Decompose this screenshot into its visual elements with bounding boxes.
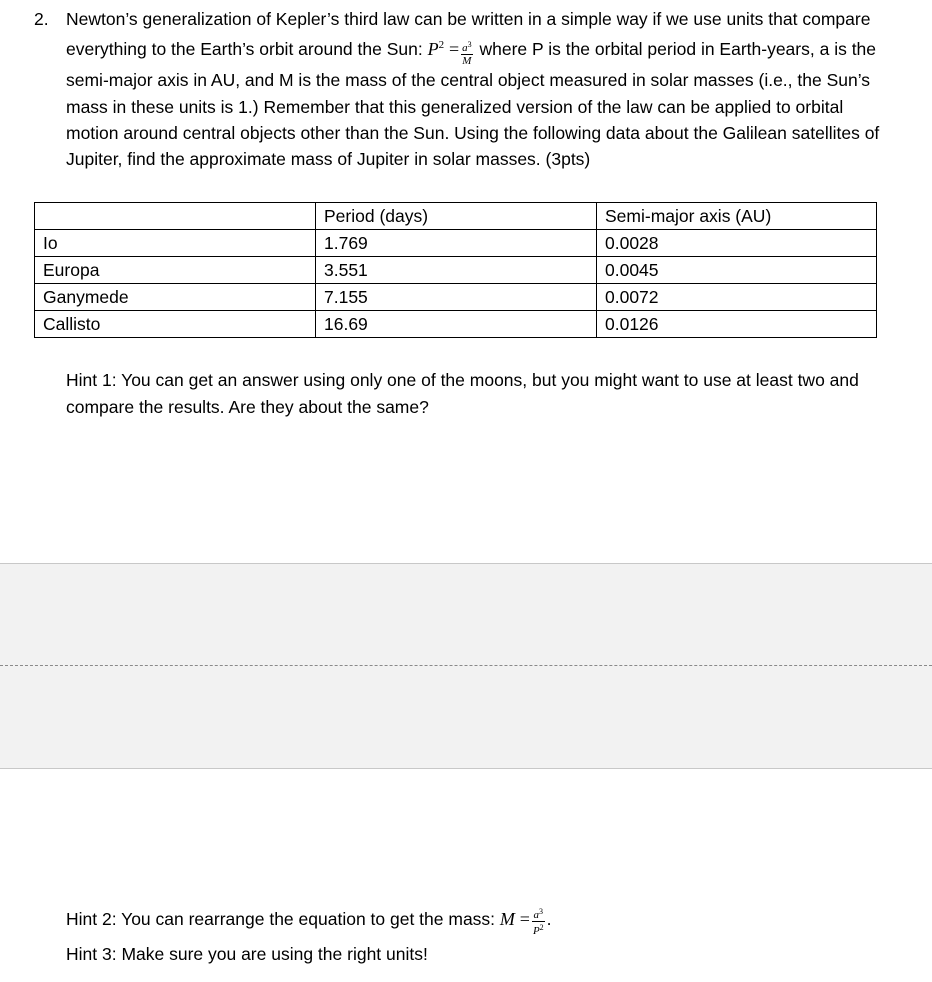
question-block: [34, 6, 894, 172]
kepler-formula-fraction: $\frac{a^3}{M}$: [462, 40, 472, 68]
semi-major-axis-cell: 0.0126: [597, 311, 877, 338]
table-header-cell: Semi-major axis (AU): [597, 203, 877, 230]
hint-2: [66, 906, 552, 937]
moon-name-cell: Europa: [35, 257, 316, 284]
kepler-formula-lhs: $P^2$: [427, 39, 445, 60]
hint-3: Hint 3: Make sure you are using the right units!: [66, 944, 428, 964]
table-header-cell: [35, 203, 316, 230]
table-header-cell: Period (days): [316, 203, 597, 230]
table-row: [35, 311, 877, 338]
moon-name-cell: Io: [35, 230, 316, 257]
page-break-band: [0, 563, 932, 769]
period-cell: 16.69: [316, 311, 597, 338]
period-cell: 1.769: [316, 230, 597, 257]
semi-major-axis-cell: 0.0045: [597, 257, 877, 284]
table-header-row: [35, 203, 877, 230]
mass-formula-lhs: M: [499, 909, 515, 929]
table-row: [35, 284, 877, 311]
mass-formula-equals: =: [519, 909, 530, 929]
moon-name-cell: Ganymede: [35, 284, 316, 311]
kepler-formula-equals: =: [448, 39, 460, 60]
semi-major-axis-cell: 0.0028: [597, 230, 877, 257]
table-row: [35, 257, 877, 284]
question-text-after: where P is the orbital period in Earth-years, a is the semi-major axis in AU, and M is the mass of the central object measured in solar masses (i.e., the Sun’s mass in these units is 1.) Remember that this generalized version of the law can be applied to orbital motion around central objects other than the Sun. Using the following data about the Galilean satellites of Jupiter, find the approximate mass of Jupiter in solar masses. (3pts): [66, 39, 880, 170]
mass-formula-period: .: [546, 909, 552, 929]
hint-1: Hint 1: You can get an answer using only one of the moons, but you might want to use at least two and compare the results. Are they about the same?: [66, 370, 859, 417]
period-cell: 3.551: [316, 257, 597, 284]
semi-major-axis-cell: 0.0072: [597, 284, 877, 311]
mass-formula-fraction: $\frac{a^3}{P^2}$: [532, 907, 544, 937]
question-number: 2.: [34, 9, 49, 29]
period-cell: 7.155: [316, 284, 597, 311]
question-text-before: Newton’s generalization of Kepler’s third law can be written in a simple way if we use units that compare everything to the Earth’s orbit around the Sun:: [66, 9, 871, 60]
question-text: [66, 6, 894, 172]
page-break-line: [0, 665, 932, 666]
hint-2-text: Hint 2: You can rearrange the equation to get the mass:: [66, 909, 500, 929]
moon-name-cell: Callisto: [35, 311, 316, 338]
table-row: [35, 230, 877, 257]
moons-table: [34, 202, 877, 338]
